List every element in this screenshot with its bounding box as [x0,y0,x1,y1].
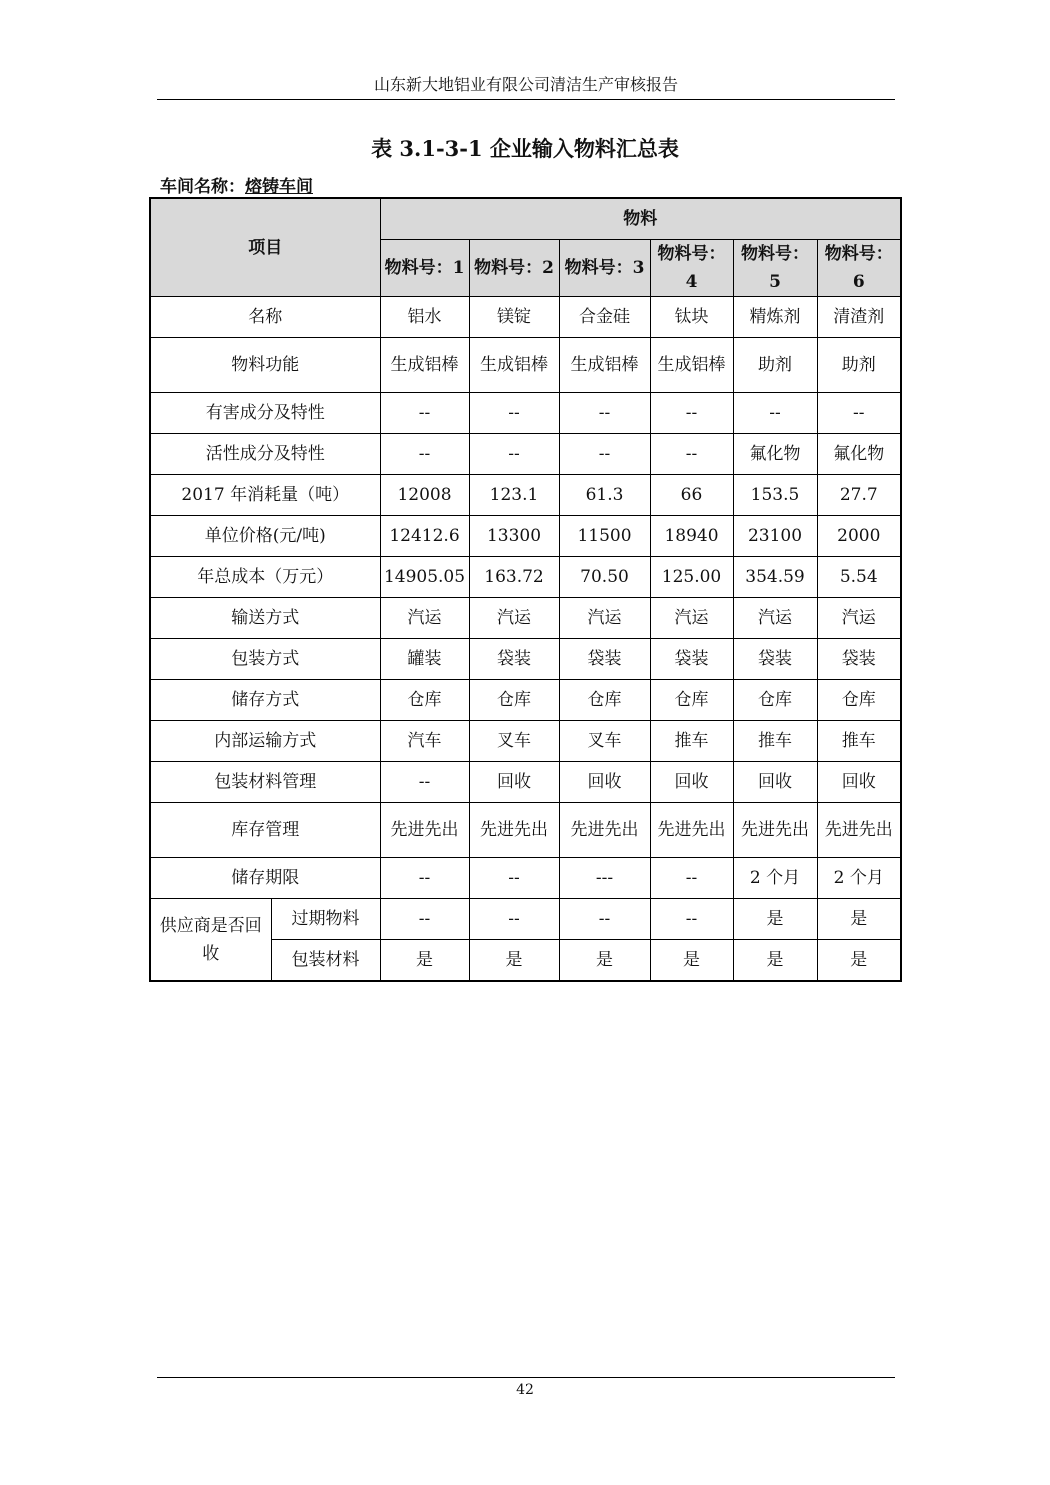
table-cell: 回收 [733,762,817,803]
table-cell: 推车 [650,721,733,762]
table-cell: 袋装 [733,639,817,680]
table-cell: --- [559,858,650,899]
table-cell: 是 [559,940,650,982]
table-row [150,721,901,762]
table-cell: 助剂 [817,338,901,393]
table-cell: 125.00 [650,557,733,598]
table-cell: 66 [650,475,733,516]
table-cell: 11500 [559,516,650,557]
table-cell: 354.59 [733,557,817,598]
table-cell: 生成铝棒 [650,338,733,393]
table-cell: 仓库 [733,680,817,721]
table-cell: 是 [650,940,733,982]
table-row [150,434,901,475]
table-cell: 袋装 [469,639,559,680]
table-cell: 汽运 [733,598,817,639]
table-cell: -- [650,434,733,475]
table-cell: 回收 [559,762,650,803]
footer-rule [157,1377,895,1378]
table-cell: 先进先出 [380,803,469,858]
material-header: 物料号：5 [733,240,817,297]
table-cell: 是 [817,899,901,940]
material-header: 物料号：4 [650,240,733,297]
material-header: 物料号：2 [469,240,559,297]
table-cell: 先进先出 [817,803,901,858]
table-row [150,899,901,940]
table-cell: 仓库 [380,680,469,721]
table-cell: 钛块 [650,297,733,338]
table-cell: 27.7 [817,475,901,516]
page-header: 山东新大地铝业有限公司清洁生产审核报告 [157,72,895,100]
table-cell: 13300 [469,516,559,557]
material-header: 物料号：6 [817,240,901,297]
table-cell: 氟化物 [733,434,817,475]
table-cell: 推车 [733,721,817,762]
table-cell: 是 [380,940,469,982]
item-header: 项目 [150,198,380,297]
table-cell: -- [380,858,469,899]
row-label: 名称 [150,297,380,338]
table-cell: 袋装 [817,639,901,680]
table-cell: 123.1 [469,475,559,516]
table-cell: 18940 [650,516,733,557]
table-cell: 氟化物 [817,434,901,475]
table-cell: 清渣剂 [817,297,901,338]
row-label: 库存管理 [150,803,380,858]
table-cell: 先进先出 [559,803,650,858]
table-cell: 回收 [817,762,901,803]
table-cell: 是 [733,899,817,940]
row-label: 储存方式 [150,680,380,721]
table-cell: 2 个月 [733,858,817,899]
table-row [150,803,901,858]
table-cell: 合金硅 [559,297,650,338]
row-label: 单位价格(元/吨) [150,516,380,557]
table-cell: -- [650,858,733,899]
table-cell: 回收 [469,762,559,803]
table-cell: 是 [469,940,559,982]
table-row [150,680,901,721]
table-cell: 助剂 [733,338,817,393]
table-cell: 仓库 [817,680,901,721]
material-group-header: 物料 [380,198,901,240]
table-cell: 61.3 [559,475,650,516]
table-cell: 先进先出 [733,803,817,858]
row-label: 包装材料管理 [150,762,380,803]
table-cell: 5.54 [817,557,901,598]
table-cell: 仓库 [559,680,650,721]
table-cell: 汽运 [817,598,901,639]
table-row [150,393,901,434]
table-cell: 14905.05 [380,557,469,598]
row-label: 输送方式 [150,598,380,639]
table-row [150,338,901,393]
table-cell: 70.50 [559,557,650,598]
materials-table [149,197,902,982]
table-cell: 先进先出 [469,803,559,858]
table-cell: 叉车 [469,721,559,762]
table-cell: -- [380,434,469,475]
row-label: 活性成分及特性 [150,434,380,475]
table-cell: 汽运 [469,598,559,639]
table-row [150,639,901,680]
table-cell: 仓库 [469,680,559,721]
table-cell: 袋装 [559,639,650,680]
table-cell: 回收 [650,762,733,803]
row-label: 物料功能 [150,338,380,393]
table-cell: 12412.6 [380,516,469,557]
row-label: 有害成分及特性 [150,393,380,434]
page-number: 42 [516,1382,534,1398]
table-row [150,598,901,639]
row-sublabel: 包装材料 [271,940,380,982]
row-sublabel: 过期物料 [271,899,380,940]
table-cell: -- [469,434,559,475]
table-cell: 铝水 [380,297,469,338]
table-cell: 163.72 [469,557,559,598]
table-cell: 生成铝棒 [559,338,650,393]
supplier-group-label: 供应商是否回收 [150,899,271,982]
table-row [150,475,901,516]
table-cell: -- [559,393,650,434]
table-cell: -- [469,899,559,940]
table-row [150,297,901,338]
table-cell: 镁锭 [469,297,559,338]
table-cell: 153.5 [733,475,817,516]
table-cell: 12008 [380,475,469,516]
table-cell: -- [733,393,817,434]
table-cell: -- [380,899,469,940]
table-cell: 生成铝棒 [380,338,469,393]
table-cell: 23100 [733,516,817,557]
workshop-name [160,172,313,197]
table-body [150,297,901,982]
row-label: 内部运输方式 [150,721,380,762]
table-row [150,762,901,803]
table-cell: 是 [817,940,901,982]
table-cell: -- [559,899,650,940]
table-cell: 生成铝棒 [469,338,559,393]
table-cell: -- [559,434,650,475]
workshop-value: 熔铸车间 [245,177,313,197]
table-cell: 汽车 [380,721,469,762]
table-title: 表 3.1-3-1 企业输入物料汇总表 [371,136,679,161]
table-cell: -- [650,393,733,434]
table-cell: 仓库 [650,680,733,721]
table-cell: 是 [733,940,817,982]
table-cell: 2000 [817,516,901,557]
table-cell: -- [380,762,469,803]
table-cell: 汽运 [650,598,733,639]
table-row [150,516,901,557]
table-cell: -- [817,393,901,434]
table-cell: 叉车 [559,721,650,762]
table-row [150,858,901,899]
table-cell: 汽运 [380,598,469,639]
material-header: 物料号：3 [559,240,650,297]
table-cell: -- [380,393,469,434]
table-cell: 精炼剂 [733,297,817,338]
table-cell: 袋装 [650,639,733,680]
row-label: 2017 年消耗量（吨） [150,475,380,516]
row-label: 年总成本（万元） [150,557,380,598]
table-cell: 2 个月 [817,858,901,899]
table-row [150,557,901,598]
table-cell: 推车 [817,721,901,762]
table-cell: -- [469,858,559,899]
table-cell: 先进先出 [650,803,733,858]
table-cell: 汽运 [559,598,650,639]
table-cell: -- [650,899,733,940]
workshop-label: 车间名称： [160,177,245,197]
table-cell: 罐装 [380,639,469,680]
table-cell: -- [469,393,559,434]
material-header: 物料号：1 [380,240,469,297]
row-label: 储存期限 [150,858,380,899]
row-label: 包装方式 [150,639,380,680]
